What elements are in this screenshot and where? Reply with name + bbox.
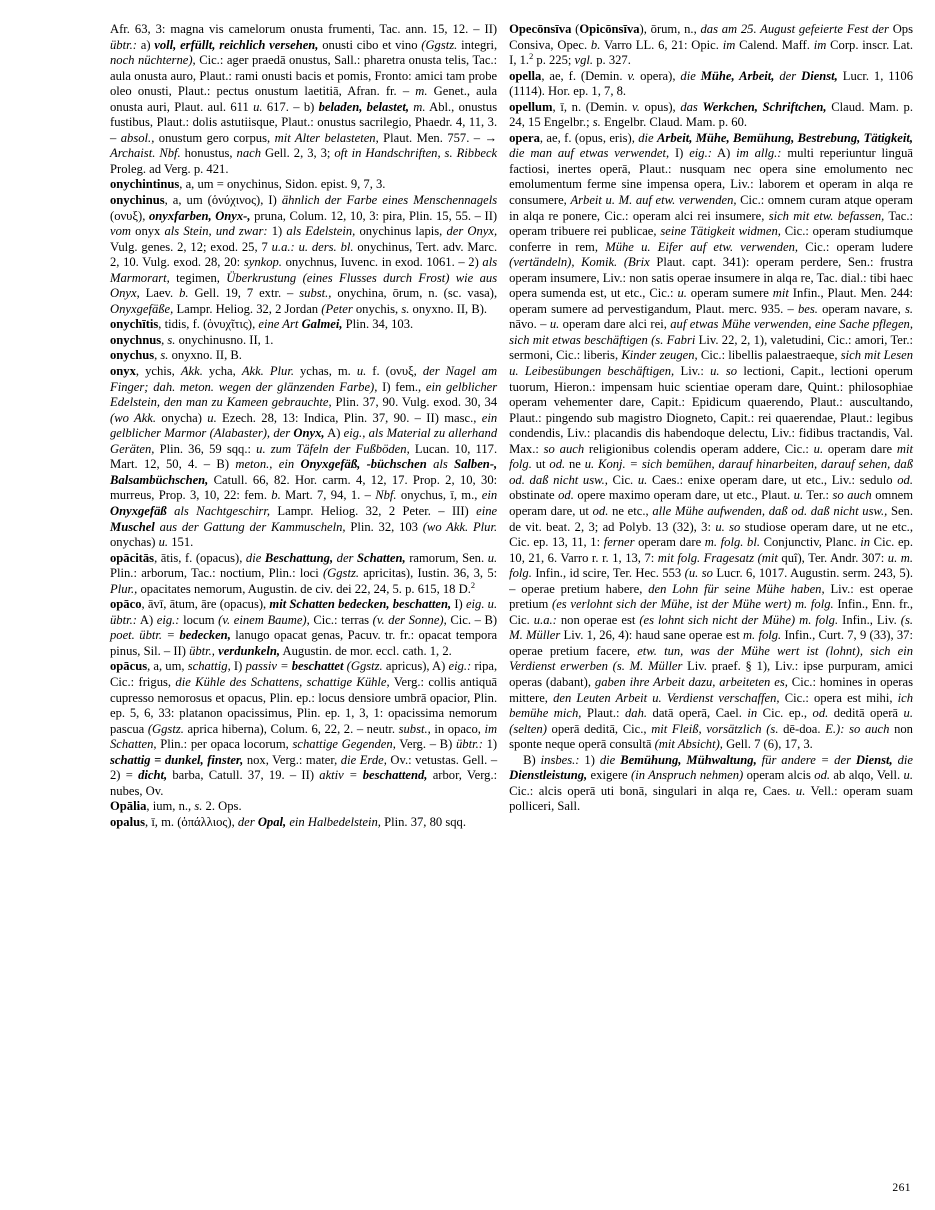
right-column [505, 22, 923, 830]
left-column [12, 22, 505, 830]
dictionary-entry: onychintinus, a, um = onychinus, Sidon. epist. 9, 7, 3. [110, 177, 386, 192]
dictionary-entry: opācus, a, um, schattig, I) passiv = beschattet (Ggstz. apricus), A) eig.: ripa, Cic.: frigus, die Kühle des Schattens, schattige Kühle, Verg.: collis antiquā cupresso nemorosus et opacus, Plin. ep.: locus densiore umbrā opacior, Plin. ep. 5, 6, 33: platanon opacissimus, Plin. ep. 1, 3, 1: opacissima nemorum pascua (Ggstz. aprica hiberna), Colum. 6, 22, 2. – neutr. subst., in opaco, im Schatten, Plin.: per opaca locorum, schattige Gegenden, Verg. – B) übtr.: 1) schattig = dunkel, finster, nox, Verg.: mater, die Erde, Ov.: vetustas. Gell. – 2) = dicht, barba, Catull. 37, 19. – II) aktiv = beschattend, arbor, Verg.: nubes, Ov. [110, 659, 498, 798]
dictionary-entry: Opecōnsīva (Opicōnsīva), ōrum, n., das am 25. August gefeierte Fest der Ops Consiva, Opec. b. Varro LL. 6, 21: Opic. im Calend. Maff. im Corp. inscr. Lat. I, 1.$^2$ p. 225; vgl. p. 327. [509, 22, 913, 68]
dictionary-entry: Opālia, ium, n., s. 2. Ops. [110, 799, 242, 814]
dictionary-entry: opellum, ī, n. (Demin. v. opus), das Werkchen, Schriftchen, Claud. Mam. p. 24, 15 Engelbr.; s. Engelbr. Claud. Mam. p. 60. [509, 99, 913, 130]
dictionary-entry: onyx, ychis, Akk. ycha, Akk. Plur. ychas, m. u. f. (ονυξ, der Nagel am Finger; dah. meton. wegen der glänzenden Farbe), I) fem., ein gelblicher Edelstein, den man zu Kameen gebrauchte, Plin. 37, 90. Vulg. exod. 30, 34 (wo Akk. onycha) u. Ezech. 28, 13: Indica, Plin. 37, 90. – II) masc., ein gelblicher Marmor (Alabaster), der Onyx, A) eig., als Material zu allerhand Geräten, Plin. 36, 59 sqq.: u. zum Täfeln der Fußböden, Lucan. 10, 117. Mart. 12, 50, 4. – B) meton., ein Onyxgefäß, -büchschen als Salben-, Balsambüchschen, Catull. 66, 82. Hor. carm. 4, 12, 17. Prop. 2, 10, 30: murreus, Prop. 3, 10, 22: fem. b. Mart. 7, 94, 1. – Nbf. onychus, ī, m., ein Onyxgefäß als Nachtgeschirr, Lampr. Heliog. 32, 2 Peter. – III) eine Muschel aus der Gattung der Kammuscheln, Plin. 32, 103 (wo Akk. Plur. onychas) u. 151. [110, 364, 498, 550]
dictionary-entry: onychinus, a, um (ὁνύχινος), I) ähnlich der Farbe eines Menschennagels (ονυξ), onyxfarben, Onyx-, pruna, Colum. 12, 10, 3: pira, Plin. 15, 55. – II) vom onyx als Stein, und zwar: 1) als Edelstein, onychinus lapis, der Onyx, Vulg. genes. 2, 12; exod. 25, 7 u.a.: u. ders. bl. onychinus, Tert. adv. Marc. 2, 10. Vulg. exod. 28, 20: synkop. onychnus, Iuvenc. in exod. 1061. – 2) als Marmorart, tegimen, Überkrustung (eines Flusses durch Frost) wie aus Onyx, Laev. b. Gell. 19, 7 extr. – subst., onychina, ōrum, n. (sc. vasa), Onyxgefäße, Lampr. Heliog. 32, 2 Jordan (Peter onychis, s. onyxno. II, B). [110, 193, 498, 316]
entry-continuation: Afr. 63, 3: magna vis camelorum onusta frumenti, Tac. ann. 15, 12. – II) übtr.: a) voll, erfüllt, reichlich versehen, onusti cibo et vino (Ggstz. integri, noch nüchterne), Cic.: ager praedā onustus, Sall.: pharetra onusta telis, Tac.: aula onusta auro, Plaut.: rami onusti bacis et pomis, Fronto: amici tam probe oleo onusti, Plaut.: pectus onustum laetitiā, Afran. fr. – m. Genet., aula onusta auri, Plaut. aul. 611 u. 617. – b) beladen, belastet, m. Abl., onustus fustibus, Plaut.: dolis astutiisque, Plaut.: onustus sacrilegio, Phaedr. 4, 11, 3. – absol., onustum gero corpus, mit Alter belasteten, Plaut. Men. 757. – → Archaist. Nbf. honustus, nach Gell. 2, 3, 3; oft in Handschriften, s. Ribbeck Proleg. ad Verg. p. 421. [110, 22, 498, 176]
entry-subsection: B) insbes.: 1) die Bemühung, Mühwaltung, für andere = der Dienst, die Dienstleistung, exigere (in Anspruch nehmen) operam alcis od. ab alqo, Vell. u. Cic.: alcis operā uti bonā, singulari in alqa re, Caes. u. Vell.: operam suam polliceri, Sall. [509, 752, 913, 814]
dictionary-entry: opācitās, ātis, f. (opacus), die Beschattung, der Schatten, ramorum, Sen. u. Plin.: arborum, Tac.: noctium, Plin.: loci (Ggstz. apricitas), Iustin. 36, 3, 5: Plur., opacitates nemorum, Augustin. de civ. dei 22, 24, 5. p. 615, 18 D.$^2$ [110, 550, 498, 596]
dictionary-entry: opāco, āvī, ātum, āre (opacus), mit Schatten bedecken, beschatten, I) eig. u. übtr.: A) eig.: locum (v. einem Baume), Cic.: terras (v. der Sonne), Cic. – B) poet. übtr. = bedecken, lanugo opacat genas, Pacuv. tr. fr.: opacat tempora pinus, Sil. – II) übtr., verdunkeln, Augustin. de mor. eccl. cath. 1, 2. [110, 597, 498, 658]
page-columns [0, 22, 935, 830]
dictionary-entry: opella, ae, f. (Demin. v. opera), die Mühe, Arbeit, der Dienst, Lucr. 1, 1106 (1114). Hor. ep. 1, 7, 8. [509, 68, 913, 99]
dictionary-entry: onychus, s. onyxno. II, B. [110, 348, 242, 363]
dictionary-entry: opalus, ī, m. (ὁπάλλιος), der Opal, ein Halbedelstein, Plin. 37, 80 sqq. [110, 814, 466, 829]
dictionary-entry: onychītis, tidis, f. (ὁνυχῖτις), eine Art Galmei, Plin. 34, 103. [110, 317, 414, 332]
dictionary-entry: onychnus, s. onychinusno. II, 1. [110, 332, 274, 347]
dictionary-entry: opera, ae, f. (opus, eris), die Arbeit, Mühe, Bemühung, Bestrebung, Tätigkeit, die man auf etwas verwendet, I) eig.: A) im allg.: multi reperiuntur linguā factiosi, inertes operā, Plaut.: nusquam nec opera sine emolumento nec emolumentum ferme sine impensa opera, Liv.: laborem et operam in alqa re consumere, Arbeit u. M. auf etw. verwenden, Cic.: omnem curam atque operam in alqa re ponere, Cic.: operam alci rei insumere, sich mit etw. befassen, Tac.: operam tribuere rei publicae, seine Tätigkeit widmen, Cic.: operam studiumque conferre in rem, Mühe u. Eifer auf etw. verwenden, Cic.: operam ludere (vertändeln), Komik. (Brix Plaut. capt. 341): operam perdere, Sen.: frustra operam insumere, Liv.: non satis operae insumere in alqa re, Tac. dial.: tibi haec opera sumenda est, ut etc., Cic.: u. operam sumere mit Infin., Plaut. Men. 244: operam sumere ad pervestigandum, Plaut. merc. 935. – bes. operam navare, s. nāvo. – u. operam dare alci rei, auf etwas Mühe verwenden, eine Sache pflegen, sich mit etwas beschäftigen (s. Fabri Liv. 22, 2, 1), valetudini, Cic.: amori, Ter.: sermoni, Cic.: liberis, Kinder zeugen, Cic.: libellis palaestraeque, sich mit Lesen u. Leibesübungen beschäftigen, Liv.: u. so lectioni, Capit., lectioni operum tuorum, Hieron.: impensam huic scientiae operam dare, Quint.: philosophiae operam vehementer dare, Capit.: Epidicum quaerendo, Plaut.: auscultando, Plaut.: pingendo sub magistro Diogneto, Capit.: rei quaerendae, Plaut.: legibus condendis, Liv.: placandis dis habendoque delectu, Liv.: fidibus tractandis, Val. Max.: so auch religionibus colendis operam addere, Cic.: u. operam dare mit folg. ut od. ne u. Konj. = sich bemühen, darauf hinarbeiten, darauf sehen, daß od. daß nicht usw., Cic. u. Caes.: enixe operam dare, ut etc., Liv.: sedulo od. obstinate od. opere maximo operam dare, ut etc., Plaut. u. Ter.: so auch omnem operam dare, ut od. ne etc., alle Mühe aufwenden, daß od. daß nicht usw., Sen. de vit. beat. 2, 3; ad Polyb. 13 (32), 3: u. so studiose operam dare, ut ne etc., Cic. ep. 13, 11, 1: ferner operam dare m. folg. bl. Conjunctiv, Planc. in Cic. ep. 10, 21, 6. Varro r. r. 1, 13, 7: mit folg. Fragesatz (mit quî), Ter. Andr. 307: u. m. folg. Infin., id scire, Ter. Hec. 553 (u. so Lucr. 6, 1017. Augustin. serm. 243, 5). – operae pretium habere, den Lohn für seine Mühe haben, Liv.: est operae pretium (es verlohnt sich der Mühe, ist der Mühe wert) m. folg. Infin., Enn. fr., Cic. u.a.: non operae est (es lohnt sich nicht der Mühe) m. folg. Infin., Liv. (s. M. Müller Liv. 1, 26, 4): haud sane operae est m. folg. Infin., Curt. 7, 9 (33), 37: operae pretium facere, etw. tun, was der Mühe wert ist (lohnt), sich ein Verdienst erwerben (s. M. Müller Liv. praef. § 1), Liv.: ipse purpuram, amici operas (dabant), gaben ihre Arbeit dazu, arbeiteten es, Cic.: homines in operas mittere, den Leuten Arbeit u. Verdienst verschaffen, Cic.: opera est mihi, ich bemühe mich, Plaut.: dah. datā operā, Cael. in Cic. ep., od. deditā operā u. (selten) operā deditā, Cic., mit Fleiß, vorsätzlich (s. dē-doa. E.): so auch non sponte neque operā consultā (mit Absicht), Gell. 7 (6), 17, 3. [509, 130, 914, 752]
page-number: 261 [892, 1181, 911, 1194]
